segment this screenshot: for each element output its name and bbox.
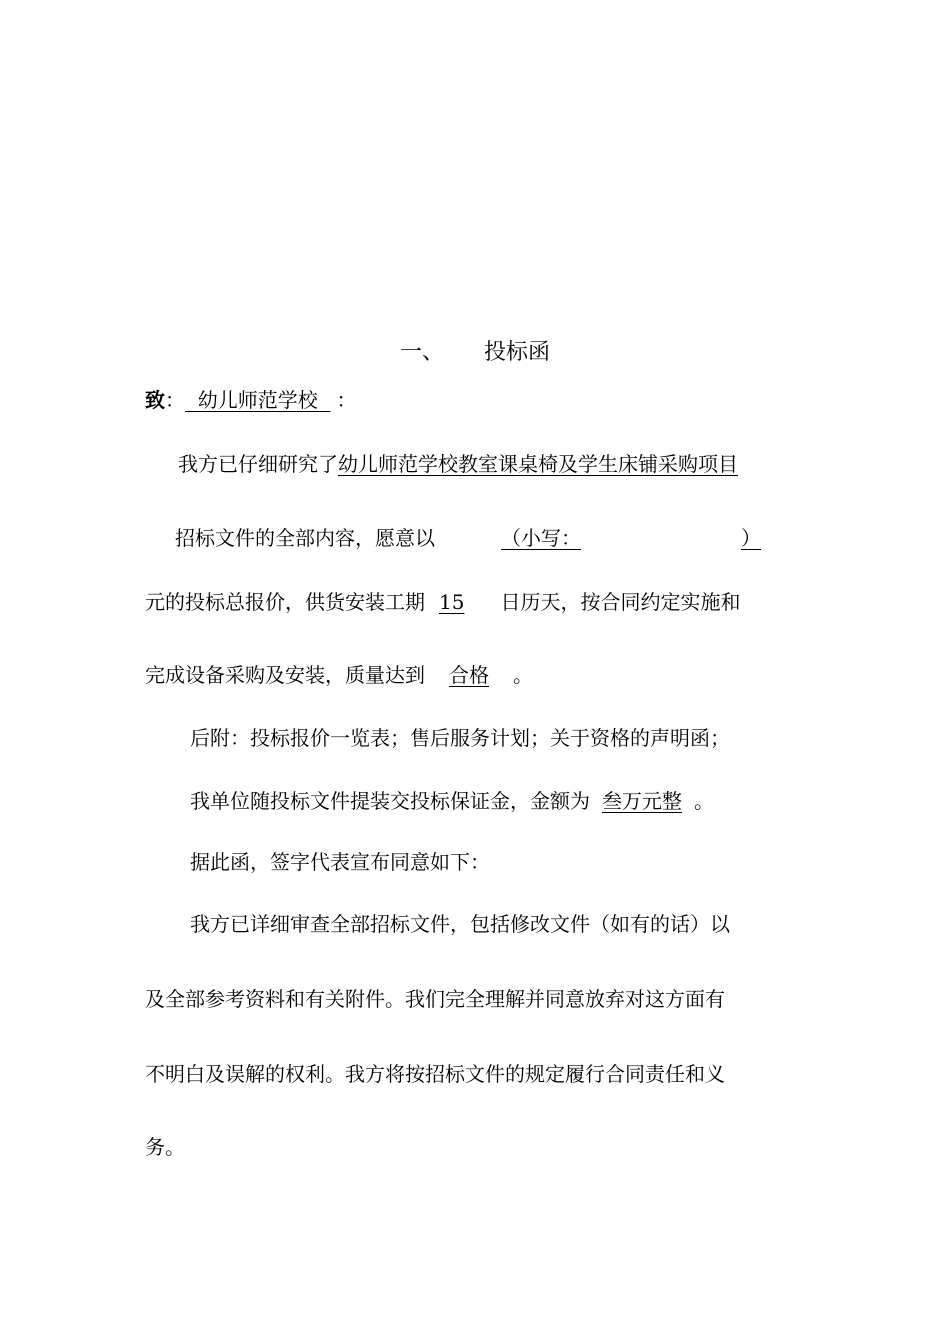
para1-line3 xyxy=(145,588,740,616)
attachments-line: 后附：投标报价一览表；售后服务计划；关于资格的声明函； xyxy=(190,726,730,750)
quality-value: 合格 xyxy=(449,663,489,687)
addressee-colon: ： xyxy=(165,388,185,412)
project-name: 幼儿师范学校教室课桌椅及学生床铺采购项目 xyxy=(338,452,738,476)
deposit-amount-field xyxy=(590,789,694,813)
deposit-prefix: 我单位随投标文件提装交投标保证金，金额为 xyxy=(190,789,590,813)
para1-line4 xyxy=(145,661,533,689)
addressee-colon-2: ： xyxy=(336,388,357,412)
para1-line1 xyxy=(178,450,738,478)
para1-line2-prefix: 招标文件的全部内容，愿意以 xyxy=(175,526,435,550)
para1-line3-prefix: 元的投标总报价，供货安装工期 xyxy=(145,590,425,614)
para1-line1-prefix: 我方已仔细研究了 xyxy=(178,452,338,476)
title-number: 一、 xyxy=(399,340,444,365)
para1-line2 xyxy=(175,524,769,552)
deposit-amount: 叁万元整 xyxy=(602,789,682,813)
addressee-prefix: 致 xyxy=(145,388,165,412)
quality-field xyxy=(425,663,513,687)
declaration-line: 据此函，签字代表宣布同意如下： xyxy=(190,850,490,874)
lower-case-label: （小写： xyxy=(501,526,581,550)
title-text: 投标函 xyxy=(484,340,551,365)
deposit-line xyxy=(190,787,714,815)
para1-line4-suffix: 。 xyxy=(513,663,533,687)
para2-line3: 不明白及误解的权利。我方将按招标文件的规定履行合同责任和义 xyxy=(145,1062,725,1086)
deposit-suffix: 。 xyxy=(694,789,714,813)
para2-line1: 我方已详细审查全部招标文件，包括修改文件（如有的话）以 xyxy=(190,912,730,936)
delivery-days-field xyxy=(425,590,500,614)
para2-line4: 务。 xyxy=(145,1135,185,1159)
para1-line4-prefix: 完成设备采购及安装，质量达到 xyxy=(145,663,425,687)
addressee-name: 幼儿师范学校 xyxy=(185,388,331,412)
para2-line2: 及全部参考资料和有关附件。我们完全理解并同意放弃对这方面有 xyxy=(145,987,725,1011)
delivery-days: 15 xyxy=(439,590,465,614)
addressee-line xyxy=(145,386,356,414)
para1-line3-suffix: 日历天，按合同约定实施和 xyxy=(500,590,741,614)
bid-price-field xyxy=(435,526,769,550)
letter-title xyxy=(0,338,950,368)
lower-case-close: ） xyxy=(741,526,761,550)
